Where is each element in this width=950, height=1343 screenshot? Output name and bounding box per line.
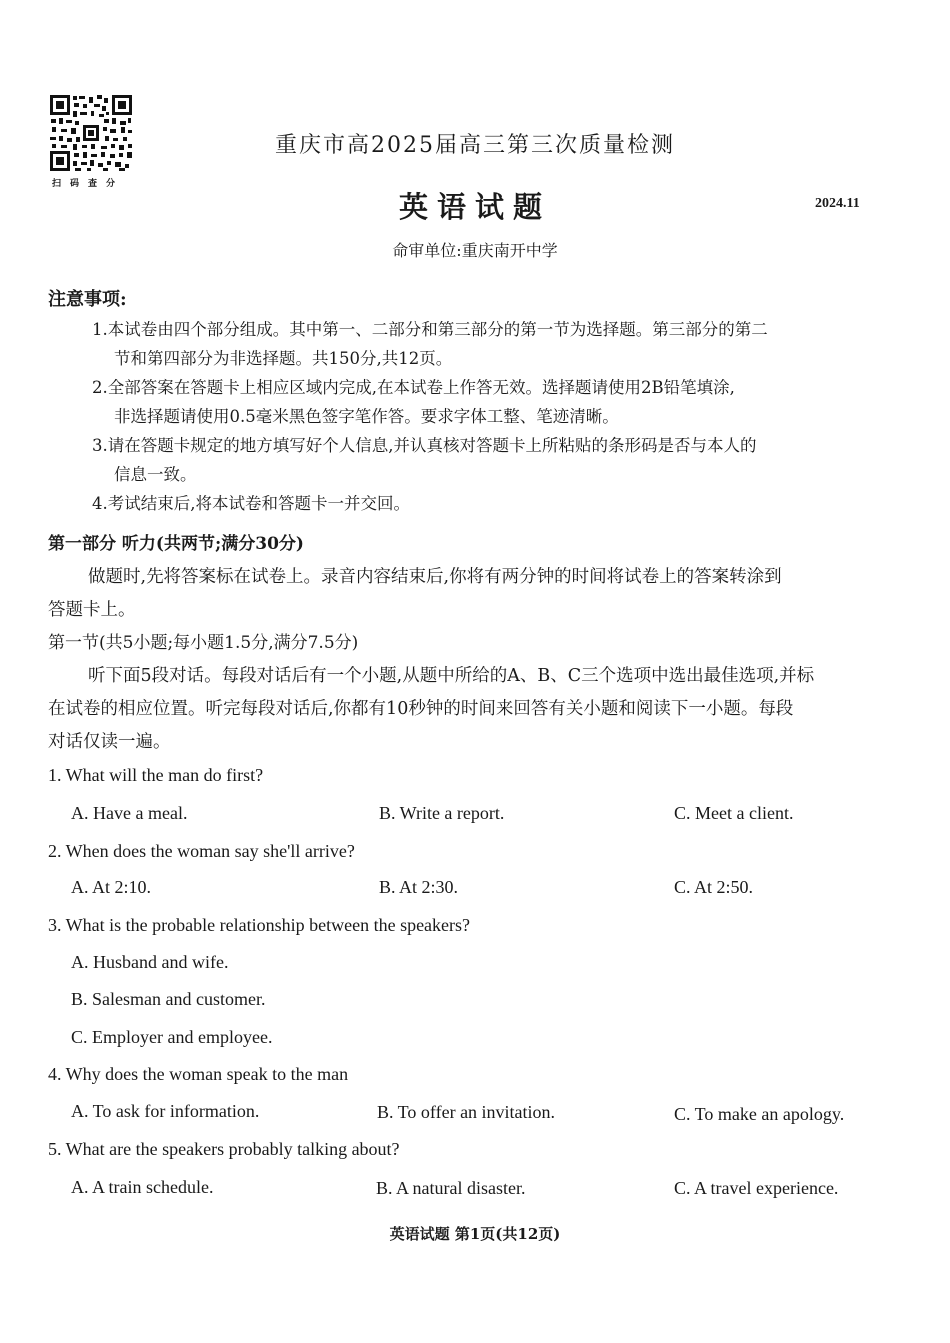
page-footer: 英语试题 第1页(共12页) (389, 1225, 561, 1243)
part1-heading: 第一部分 听力(共两节;满分30分) (48, 534, 304, 554)
option-a: A. Have a meal. (71, 803, 188, 823)
exam-title: 重庆市高2025届高三第三次质量检测 (275, 133, 675, 158)
notice-line: 信息一致。 (114, 465, 197, 484)
option-c: C. Meet a client. (674, 803, 794, 823)
notice-line: 节和第四部分为非选择题。共150分,共12页。 (114, 349, 453, 368)
part1-intro-line: 答题卡上。 (48, 600, 136, 620)
option-b: B. At 2:30. (379, 877, 459, 897)
option-a: A. A train schedule. (71, 1177, 214, 1197)
section1-heading: 第一节(共5小题;每小题1.5分,满分7.5分) (48, 633, 359, 653)
option-a: A. Husband and wife. (71, 952, 229, 972)
option-c: C. At 2:50. (674, 877, 754, 897)
question-stem: 2. When does the woman say she'll arrive? (48, 841, 355, 861)
exam-date: 2024.11 (815, 196, 860, 211)
notice-line: 非选择题请使用0.5毫米黑色签字笔作答。要求字体工整、笔迹清晰。 (114, 407, 619, 426)
question-stem: 5. What are the speakers probably talking about? (48, 1139, 400, 1159)
part1-intro-line: 做题时,先将答案标在试卷上。录音内容结束后,你将有两分钟的时间将试卷上的答案转涂到 (88, 567, 782, 587)
option-a: A. To ask for information. (71, 1101, 260, 1121)
option-b: B. A natural disaster. (376, 1178, 526, 1198)
option-c: C. A travel experience. (674, 1178, 839, 1198)
section1-line: 听下面5段对话。每段对话后有一个小题,从题中所给的A、B、C三个选项中选出最佳选项,并标 (88, 666, 815, 686)
option-c: C. Employer and employee. (71, 1027, 273, 1047)
option-b: B. To offer an invitation. (377, 1102, 556, 1122)
question-stem: 4. Why does the woman speak to the man (48, 1064, 349, 1084)
section1-line: 在试卷的相应位置。听完每段对话后,你都有10秒钟的时间来回答有关小题和阅读下一小题。每段 (48, 699, 794, 719)
question-stem: 3. What is the probable relationship between the speakers? (48, 915, 471, 935)
subject-title: 英语试题 (398, 190, 551, 224)
option-b: B. Write a report. (379, 803, 505, 823)
notice-line: 2.全部答案在答题卡上相应区域内完成,在本试卷上作答无效。选择题请使用2B铅笔填涂, (92, 378, 735, 397)
option-b: B. Salesman and customer. (71, 989, 266, 1009)
notice-line: 4.考试结束后,将本试卷和答题卡一并交回。 (92, 494, 410, 513)
option-a: A. At 2:10. (71, 877, 152, 897)
notice-line: 3.请在答题卡规定的地方填写好个人信息,并认真核对答题卡上所粘贴的条形码是否与本人的 (92, 436, 757, 455)
notice-line: 1.本试卷由四个部分组成。其中第一、二部分和第三部分的第一节为选择题。第三部分的第二 (92, 320, 768, 339)
qr-caption: 扫码查分 (52, 179, 125, 189)
setter-unit: 命审单位:重庆南开中学 (392, 241, 558, 260)
notice-heading: 注意事项: (48, 289, 127, 310)
section1-line: 对话仅读一遍。 (48, 732, 171, 752)
question-stem: 1. What will the man do first? (48, 765, 264, 785)
option-c: C. To make an apology. (674, 1104, 845, 1124)
